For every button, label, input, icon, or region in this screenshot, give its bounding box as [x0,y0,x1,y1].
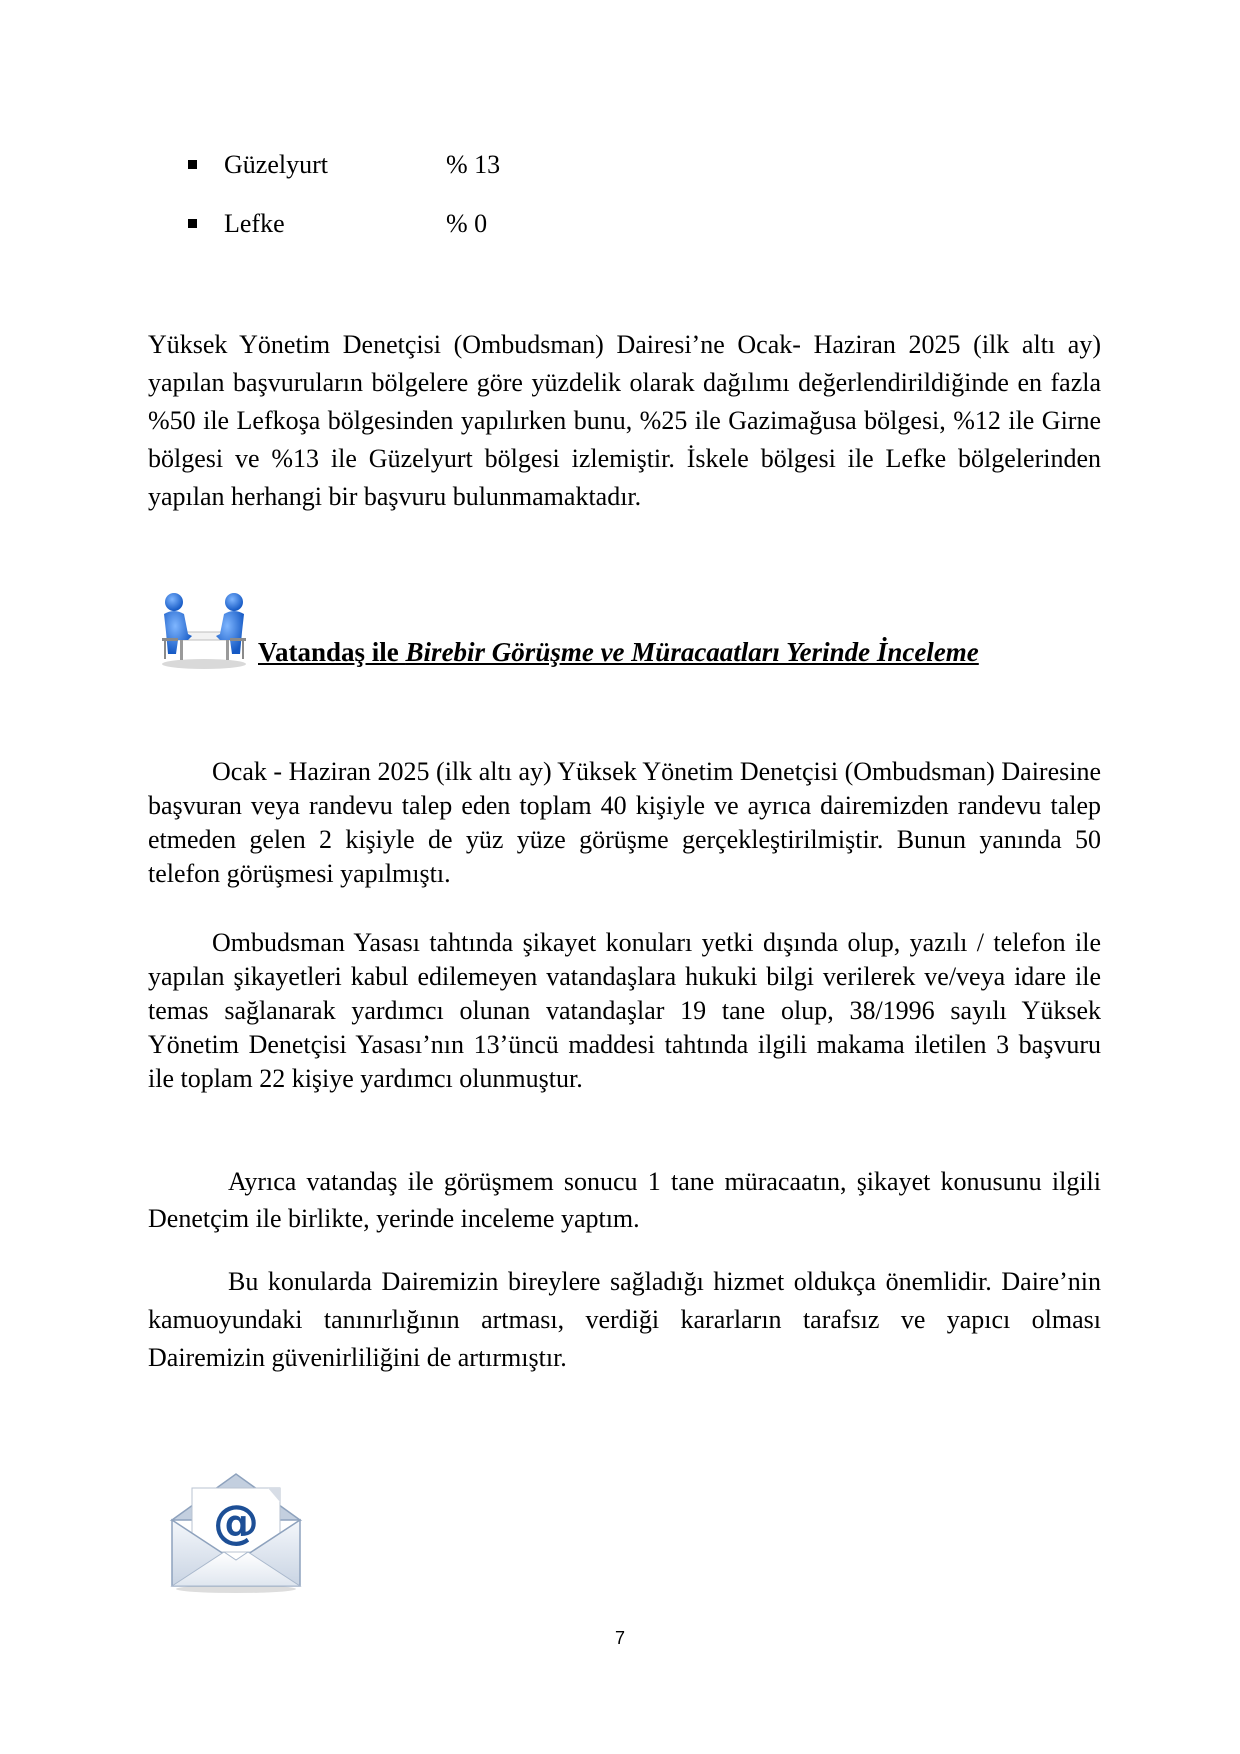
heading-part-italic: Birebir Görüşme ve Müracaatları Yerinde İnceleme [405,637,979,667]
paragraph-importance: Bu konularda Dairemizin bireylere sağladığı hizmet oldukça önemlidir. Daire’nin kamuoyundaki tanınırlığının artması, verdiği kararların tarafsız ve yapıcı olması Dairemizin güvenirliliğini de artırmıştır. [148,1267,1101,1372]
meeting-icon [158,588,250,670]
paragraph-assistance: Ombudsman Yasası tahtında şikayet konuları yetki dışında olup, yazılı / telefon ile yapılan şikayetleri kabul edilemeyen vatandaşlara hukuki bilgi verilerek ve/veya idare ile temas sağlanarak yardımcı olunan vatandaşlar 19 tane olup, 38/1996 sayılı Yüksek Yönetim Denetçisi Yasası’nın 13’üncü maddesi tahtında ilgili makama iletilen 3 başvuru ile toplam 22 kişiye yardımcı olunmuştur. [148,928,1101,1093]
bullet-icon [188,219,197,228]
page-number: 7 [614,1628,625,1648]
region-name: Güzelyurt [224,150,328,179]
paragraph-region-distribution: Yüksek Yönetim Denetçisi (Ombudsman) Dairesi’ne Ocak- Haziran 2025 (ilk altı ay) yapılan başvuruların bölgelere göre yüzdelik olarak dağılımı değerlendirildiğinde en fazla %50 ile Lefkoşa bölgesinden yapılırken bunu, %25 ile Gazimağusa bölgesi, %12 ile Girne bölgesi ve %13 ile Güzelyurt bölgesi izlemiştir. İskele bölgesi ile Lefke bölgelerinden yapılan herhangi bir başvuru bulunmamaktadır. [148,330,1101,511]
region-name: Lefke [224,209,285,238]
region-percent: % 13 [446,150,501,179]
heading-part-plain: Vatandaş ile [258,637,406,667]
region-percent: % 0 [446,209,488,238]
svg-text:@: @ [213,1495,259,1549]
paragraph-onsite-inspection: Ayrıca vatandaş ile görüşmem sonucu 1 tane müracaatın, şikayet konusunu ilgili Denetçim ile birlikte, yerinde inceleme yaptım. [148,1167,1101,1233]
paragraph-meetings: Ocak - Haziran 2025 (ilk altı ay) Yüksek Yönetim Denetçisi (Ombudsman) Dairesine başvuran veya randevu talep eden toplam 40 kişiyle ve ayrıca dairemizden randevu talep etmeden gelen 2 kişiyle de yüz yüze görüşme gerçekleştirilmiştir. Bunun yanında 50 telefon görüşmesi yapılmıştı. [148,757,1101,888]
section-heading [258,637,979,668]
bullet-icon [188,160,197,169]
email-icon [168,1468,304,1594]
